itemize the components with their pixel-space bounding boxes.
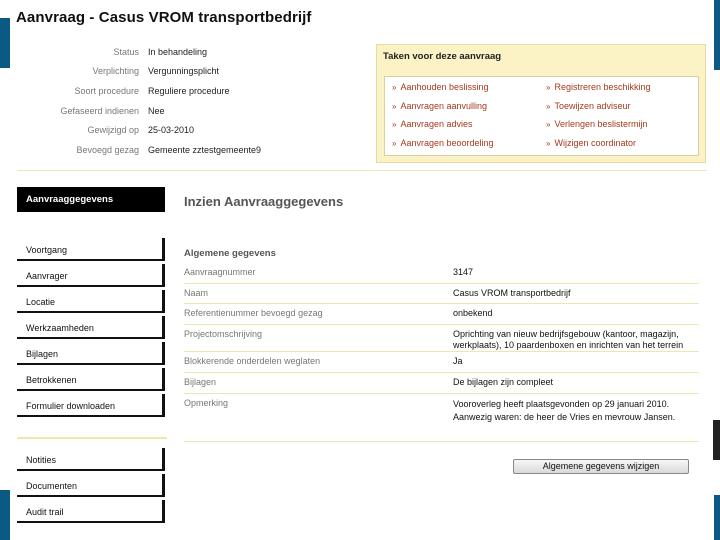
left-edge-block [0,490,10,540]
sidebar-nav-secondary [17,448,165,526]
arrow-icon: » [392,120,397,129]
nav-item-formulier-downloaden[interactable]: Formulier downloaden [17,394,165,417]
section-title: Algemene gegevens [184,248,276,259]
procedure-label: Soort procedure [74,85,139,96]
detail-row-aanvraagnummer [184,263,699,284]
detail-key: Opmerking [184,398,229,408]
gefaseerd-label: Gefaseerd indienen [60,105,139,116]
detail-value: Ja [453,356,463,366]
task-label: Aanvragen aanvulling [400,100,488,111]
nav-item-audit-trail[interactable]: Audit trail [17,500,165,523]
task-label: Aanvragen advies [400,119,473,129]
scrollbar-thumb[interactable] [713,420,720,460]
task-aanvragen-aanvulling[interactable] [392,101,494,120]
task-aanhouden-beslissing[interactable] [392,82,494,101]
gewijzigd-label: Gewijzigd op [87,125,139,136]
task-label: Aanhouden beslissing [400,82,489,92]
status-row [50,42,261,62]
nav-item-aanvrager[interactable]: Aanvrager [17,264,165,287]
verplichting-label: Verplichting [92,66,139,77]
bevoegd-gezag-value: Gemeente zztestgemeente9 [148,144,262,155]
bevoegd-gezag-label: Bevoegd gezag [76,144,139,155]
arrow-icon: » [392,138,397,148]
task-registreren-beschikking[interactable] [546,82,651,101]
arrow-icon: » [546,83,551,92]
detail-value: Vooroverleg heeft plaatsgevonden op 29 januari 2010. Aanwezig waren: de heer de Vries en mevrouw Jansen. [453,399,676,422]
detail-value: De bijlagen zijn compleet [453,377,554,387]
arrow-icon: » [546,101,551,111]
left-edge-strip [0,0,10,540]
page-title: Aanvraag - Casus VROM transportbedrijf [16,9,312,26]
verplichting-value: Vergunningsplicht [148,66,220,77]
nav-item-aanvraaggegevens[interactable]: Aanvraaggegevens [17,187,165,212]
tasks-column-right [546,82,651,156]
detail-value: Casus VROM transportbedrijf [453,288,571,298]
arrow-icon: » [392,101,397,111]
arrow-icon: » [546,138,551,148]
procedure-row [50,81,261,101]
detail-value: Oprichting van nieuw bedrijfsgebouw (kantoor, magazijn, werkplaats), 10 paardenboxen en inrichten van het terrein [453,329,684,350]
verplichting-row [50,62,261,82]
detail-key: Aanvraagnummer [184,267,256,277]
nav-item-bijlagen[interactable]: Bijlagen [17,342,165,365]
task-toewijzen-adviseur[interactable] [546,101,651,120]
task-label: Registreren beschikking [554,82,651,92]
task-verlengen-beslistermijn[interactable] [546,119,651,138]
task-aanvragen-beoordeling[interactable] [392,138,494,157]
status-label: Status [113,46,139,57]
status-summary [50,42,261,160]
tasks-panel [376,44,706,163]
nav-item-werkzaamheden[interactable]: Werkzaamheden [17,316,165,339]
nav-item-locatie[interactable]: Locatie [17,290,165,313]
sidebar-divider [17,437,167,439]
tasks-column-left [392,82,494,156]
status-value: In behandeling [148,46,208,57]
detail-value: 3147 [453,267,474,277]
task-aanvragen-advies[interactable] [392,119,494,138]
task-label: Wijzigen coordinator [554,137,636,148]
tasks-list [384,76,699,156]
main-title: Inzien Aanvraaggegevens [184,194,344,209]
task-label: Verlengen beslistermijn [554,119,648,129]
nav-item-notities[interactable]: Notities [17,448,165,471]
left-edge-block [0,18,10,68]
detail-key: Projectomschrijving [184,329,263,339]
detail-row-bijlagen [184,373,699,394]
arrow-icon: » [392,83,397,92]
detail-key: Blokkerende onderdelen weglaten [184,356,321,366]
gewijzigd-value: 25-03-2010 [148,125,195,136]
right-edge-block [714,0,720,70]
gefaseerd-value: Nee [148,105,165,116]
detail-row-blokkerende-onderdelen [184,352,699,373]
header-divider [17,170,707,171]
detail-key: Bijlagen [184,377,217,387]
detail-value: onbekend [453,308,493,318]
procedure-value: Reguliere procedure [148,85,230,96]
bevoegd-gezag-row [50,140,261,160]
details-table [184,263,699,442]
nav-item-betrokkenen[interactable]: Betrokkenen [17,368,165,391]
sidebar-nav-primary [17,238,165,420]
tasks-title: Taken voor deze aanvraag [383,51,502,62]
gefaseerd-row [50,101,261,121]
detail-key: Naam [184,288,209,298]
arrow-icon: » [546,120,551,129]
task-label: Toewijzen adviseur [554,100,631,111]
application-window [10,0,713,540]
gewijzigd-row [50,120,261,140]
detail-row-opmerking [184,394,699,442]
detail-row-referentienummer [184,304,699,325]
detail-row-projectomschrijving [184,325,699,352]
right-edge-block [714,495,720,540]
detail-row-naam [184,284,699,304]
detail-key: Referentienummer bevoegd gezag [184,308,323,318]
task-wijzigen-coordinator[interactable] [546,138,651,157]
nav-item-voortgang[interactable]: Voortgang [17,238,165,261]
nav-item-documenten[interactable]: Documenten [17,474,165,497]
edit-general-data-button[interactable]: Algemene gegevens wijzigen [513,459,689,474]
task-label: Aanvragen beoordeling [400,137,494,148]
